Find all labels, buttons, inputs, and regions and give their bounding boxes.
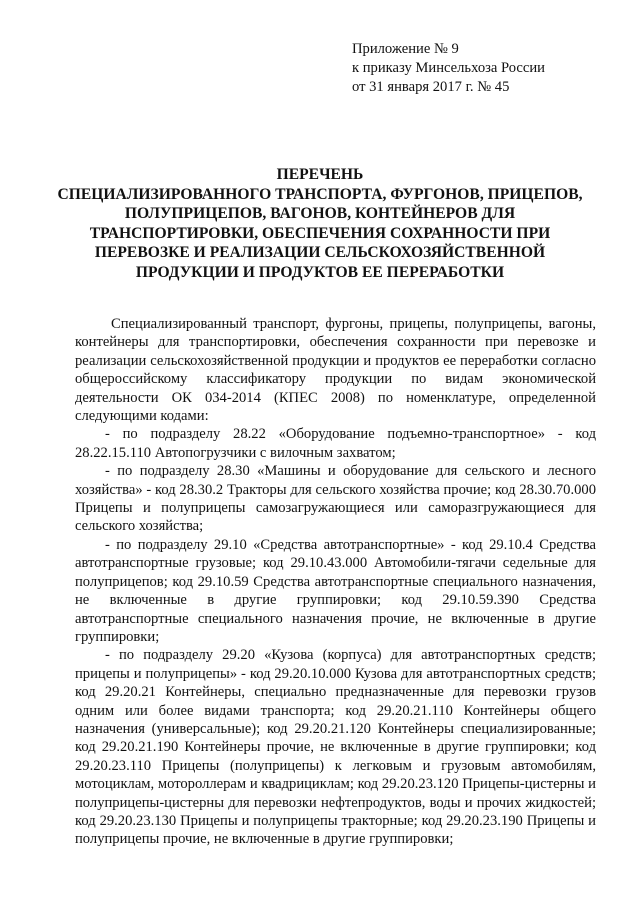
intro-paragraph: Специализированный транспорт, фургоны, прицепы, полуприцепы, вагоны, контейнеры для транспортировки, обеспечения сохранности при перевозке и реализации сельскохозяйственной продукции и продуктов ее переработки согласно общероссийскому классификатору продукции по видам экономической деятельности ОК 034-2014 (КПЕС 2008) по номенклатуре, определенной следующими кодами: — [75, 316, 596, 425]
title-line: ТРАНСПОРТИРОВКИ, ОБЕСПЕЧЕНИЯ СОХРАННОСТИ ПРИ — [89, 224, 551, 242]
document-title — [40, 165, 600, 282]
title-line: СПЕЦИАЛИЗИРОВАННОГО ТРАНСПОРТА, ФУРГОНОВ, ПРИЦЕПОВ, — [57, 185, 583, 203]
title-line: ПЕРЕЧЕНЬ — [276, 166, 364, 183]
annex-number: Приложение № 9 — [352, 41, 459, 57]
list-item: - по подразделу 28.30 «Машины и оборудование для сельского и лесного хозяйства» - код 28.30.2 Тракторы для сельского хозяйства прочие; код 28.30.70.000 Прицепы и полуприцепы самозагружающиеся или саморазгружающиеся для сельского хозяйства; — [75, 463, 596, 535]
list-item: - по подразделу 29.10 «Средства автотранспортные» - код 29.10.4 Средства автотранспортные грузовые; код 29.10.43.000 Автомобили-тягачи седельные для полуприцепов; код 29.10.59 Средства автотранспортные специального назначения, не включенные в другие группировки; код 29.10.59.390 Средства автотранспортные специального назначения прочие, не включенные в другие группировки; — [75, 536, 596, 645]
annex-order-date: от 31 января 2017 г. № 45 — [352, 79, 510, 95]
list-item: - по подразделу 28.22 «Оборудование подъемно-транспортное» - код 28.22.15.110 Автопогрузчики с вилочным захватом; — [75, 426, 596, 461]
annex-order-reference: к приказу Минсельхоза России — [352, 60, 545, 76]
list-item: - по подразделу 29.20 «Кузова (корпуса) для автотранспортных средств; прицепы и полуприцепы» - код 29.20.10.000 Кузова для автотранспортных средств; код 29.20.21 Контейнеры, специально предназначенные для перевозки грузов одним или более видами транспорта; код 29.20.21.110 Контейнеры общего назначения (универсальные); код 29.20.21.120 Контейнеры специализированные; код 29.20.21.190 Контейнеры прочие, не включенные в другие группировки; код 29.20.23.110 Прицепы (полуприцепы) к легковым и грузовым автомобилям, мотоциклам, мотороллерам и квадрициклам; код 29.20.23.120 Прицепы-цистерны и полуприцепы-цистерны для перевозки нефтепродуктов, воды и прочих жидкостей; код 29.20.23.130 Прицепы и полуприцепы тракторные; код 29.20.23.190 Прицепы и полуприцепы прочие, не включенные в другие группировки; — [75, 647, 596, 848]
title-line: ПРОДУКЦИИ И ПРОДУКТОВ ЕЕ ПЕРЕРАБОТКИ — [135, 263, 505, 281]
annex-block — [352, 40, 612, 97]
title-line: ПОЛУПРИЦЕПОВ, ВАГОНОВ, КОНТЕЙНЕРОВ ДЛЯ — [124, 205, 516, 222]
document-body — [75, 315, 596, 849]
title-line: ПЕРЕВОЗКЕ И РЕАЛИЗАЦИИ СЕЛЬСКОХОЗЯЙСТВЕННОЙ — [94, 244, 546, 261]
